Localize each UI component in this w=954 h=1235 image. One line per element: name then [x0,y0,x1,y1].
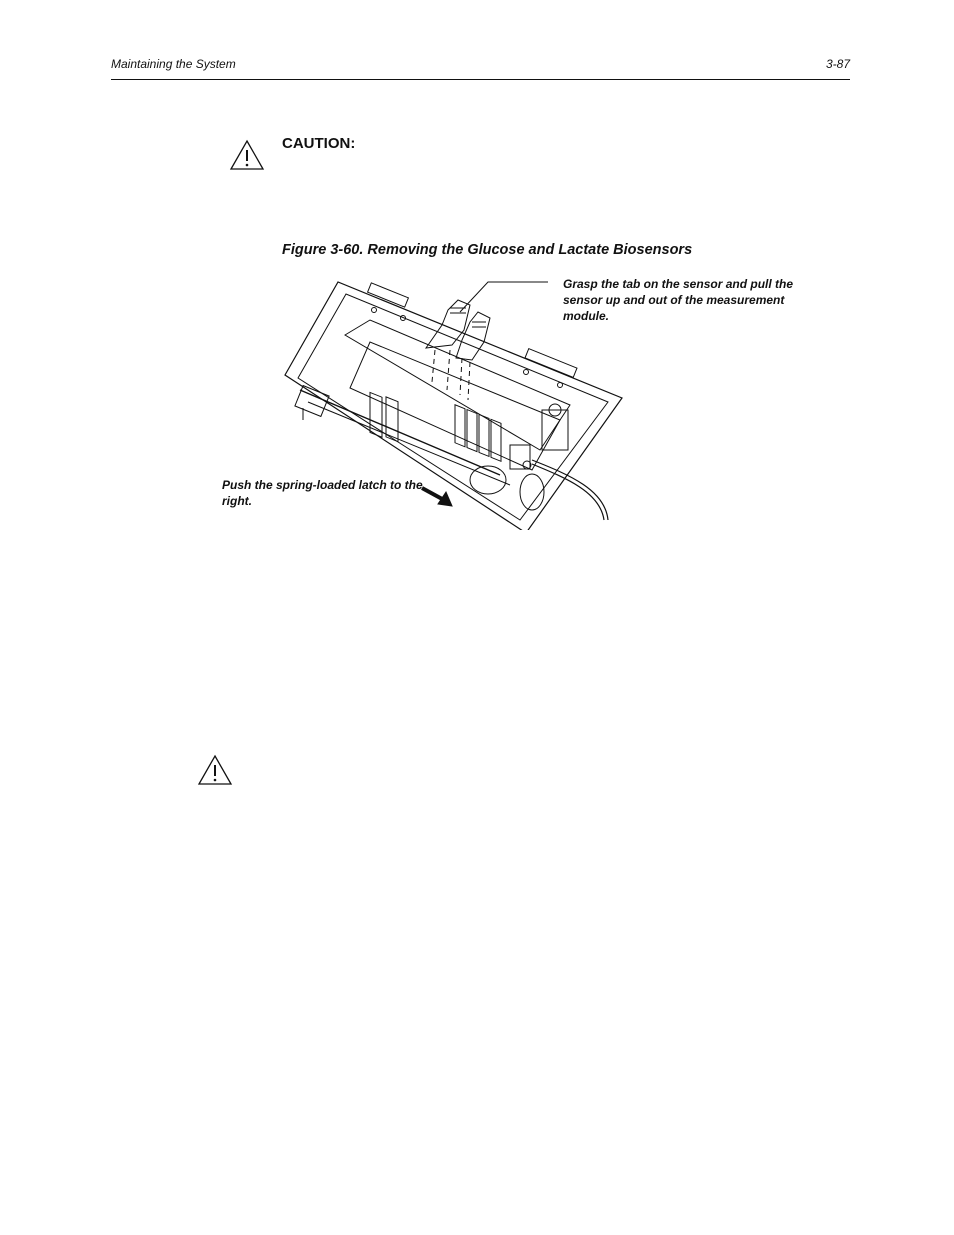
biosensor-module-illustration [270,270,630,530]
header-rule [111,79,850,80]
callout-push-latch: Push the spring-loaded latch to the right. [222,478,423,508]
header-page-number: 3-87 [825,57,850,71]
warning-triangle-icon [197,754,233,786]
figure-caption: Figure 3-60. Removing the Glucose and Lactate Biosensors [282,242,693,258]
caution-label: CAUTION: [282,135,356,152]
header-section-title: Maintaining the System [111,57,236,71]
warning-triangle-icon [229,139,265,171]
callout-grasp-tab: Grasp the tab on the sensor and pull the sensor up and out of the measurement module. [563,277,794,323]
